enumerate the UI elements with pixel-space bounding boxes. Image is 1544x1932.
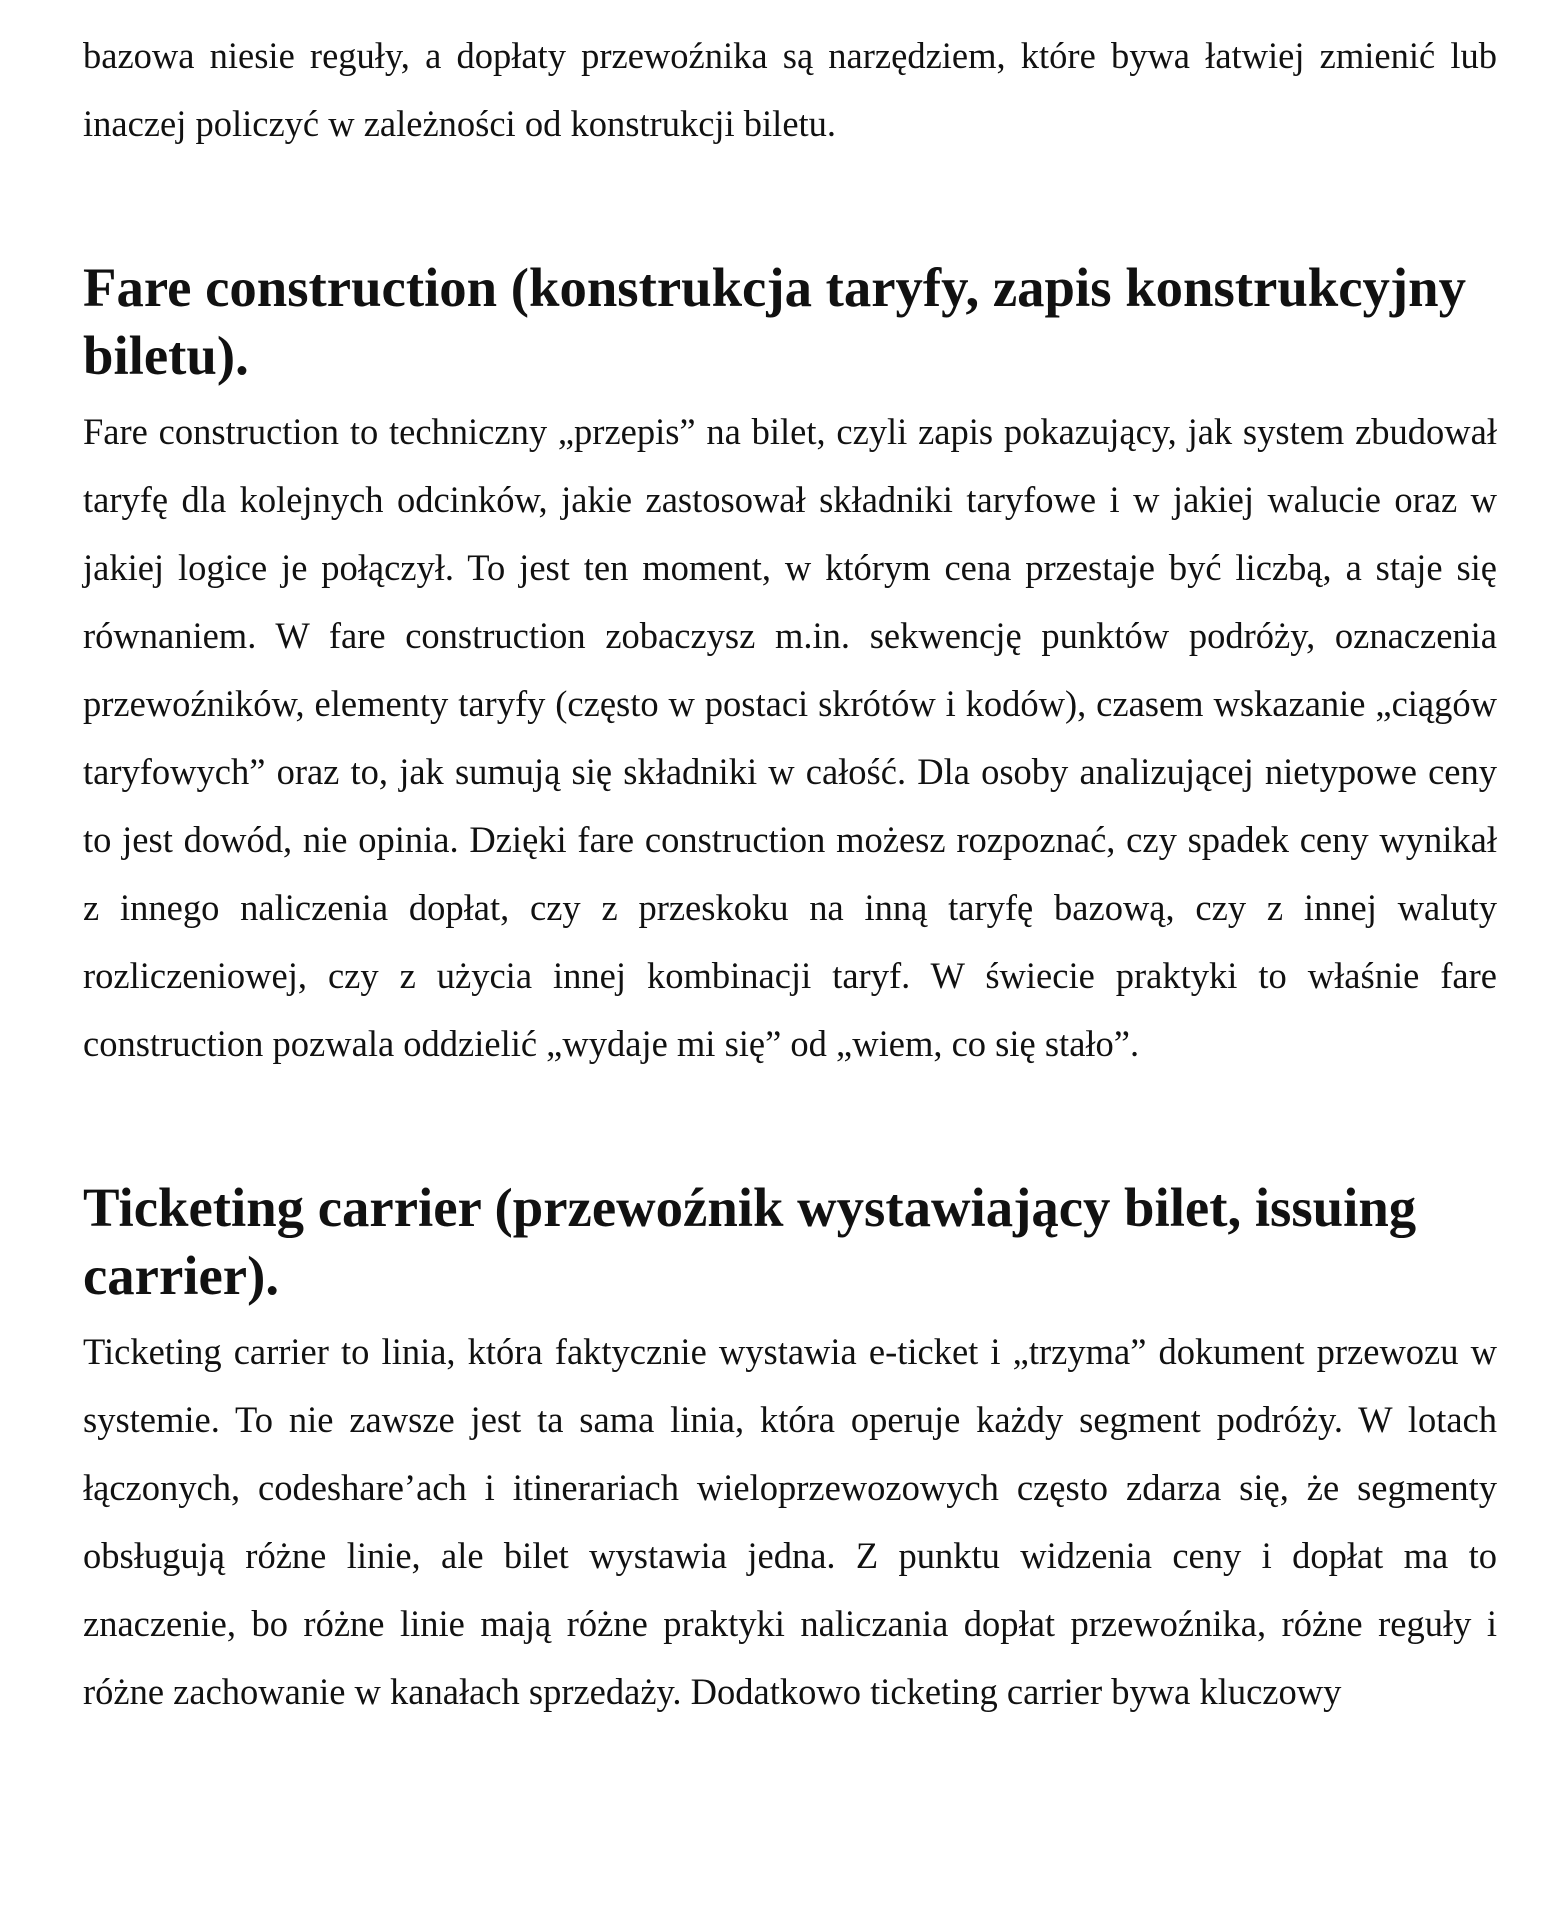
- document-page: [83, 22, 1497, 1726]
- section-fare-construction: [83, 254, 1497, 1078]
- section-spacer: [83, 158, 1497, 254]
- intro-paragraph: bazowa niesie reguły, a dopłaty przewoźnika są narzędziem, które bywa łatwiej zmienić lub inaczej policzyć w zależności od konstrukcji biletu.: [83, 35, 1497, 144]
- section-spacer: [83, 1078, 1497, 1174]
- section-body: Ticketing carrier to linia, która faktycznie wystawia e-ticket i „trzyma” dokument przewozu w systemie. To nie zawsze jest ta sama linia, która operuje każdy segment podróży. W lotach łączonych, codeshare’ach i itinerariach wieloprzewozowych często zdarza się, że segmenty obsługują różne linie, ale bilet wystawia jedna. Z punktu widzenia ceny i dopłat ma to znaczenie, bo różne linie mają różne praktyki naliczania dopłat przewoźnika, różne reguły i różne zachowanie w kanałach sprzedaży. Dodatkowo ticketing carrier bywa kluczowy: [83, 1331, 1497, 1712]
- section-heading: Ticketing carrier (przewoźnik wystawiający bilet, issuing carrier).: [83, 1177, 1417, 1306]
- heading-spacer: [83, 390, 1497, 398]
- section-body: Fare construction to techniczny „przepis” na bilet, czyli zapis pokazujący, jak system zbudował taryfę dla kolejnych odcinków, jakie zastosował składniki taryfowe i w jakiej walucie oraz w jakiej logice je połączył. To jest ten moment, w którym cena przestaje być liczbą, a staje się równaniem. W fare construction zobaczysz m.in. sekwencję punktów podróży, oznaczenia przewoźników, elementy taryfy (często w postaci skrótów i kodów), czasem wskazanie „ciągów taryfowych” oraz to, jak sumują się składniki w całość. Dla osoby analizującej nietypowe ceny to jest dowód, nie opinia. Dzięki fare construction możesz rozpoznać, czy spadek ceny wynikał z innego naliczenia dopłat, czy z przeskoku na inną taryfę bazową, czy z innej waluty rozliczeniowej, czy z użycia innej kombinacji taryf. W świecie praktyki to właśnie fare construction pozwala oddzielić „wydaje mi się” od „wiem, co się stało”.: [83, 411, 1497, 1064]
- heading-spacer: [83, 1310, 1497, 1318]
- section-heading: Fare construction (konstrukcja taryfy, zapis konstrukcyjny biletu).: [83, 257, 1466, 386]
- section-ticketing-carrier: [83, 1174, 1497, 1726]
